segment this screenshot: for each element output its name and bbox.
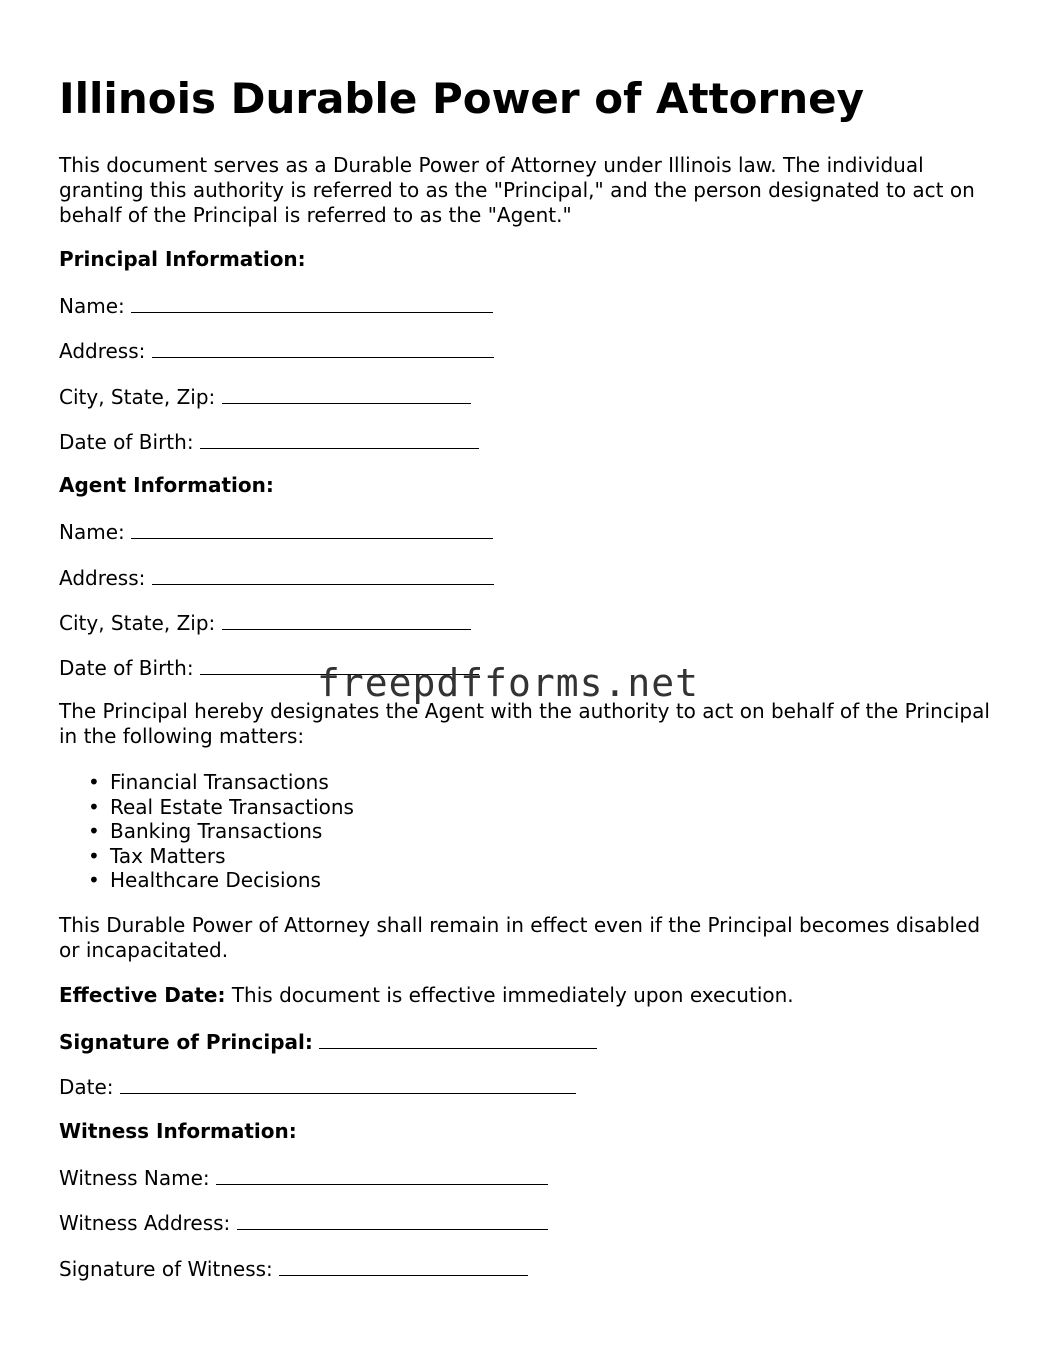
effective-date-text: This document is effective immediately upon execution. xyxy=(225,983,794,1007)
powers-list xyxy=(59,770,354,893)
bullet-icon: • xyxy=(88,843,100,868)
document-title: Illinois Durable Power of Attorney xyxy=(59,74,864,123)
date-label: Date: xyxy=(59,1075,114,1099)
agent-name-label: Name: xyxy=(59,520,125,544)
list-item: • Healthcare Decisions xyxy=(88,868,321,892)
principal-dob-row xyxy=(59,428,479,455)
agent-city-label: City, State, Zip: xyxy=(59,611,216,635)
witness-signature-label: Signature of Witness: xyxy=(59,1257,273,1281)
principal-heading: Principal Information: xyxy=(59,247,306,271)
agent-name-row xyxy=(59,518,493,545)
principal-name-row xyxy=(59,292,493,319)
witness-address-field[interactable] xyxy=(237,1209,548,1230)
principal-signature-field[interactable] xyxy=(319,1028,597,1049)
agent-address-label: Address: xyxy=(59,566,146,590)
witness-address-label: Witness Address: xyxy=(59,1211,231,1235)
bullet-icon: • xyxy=(88,770,100,794)
principal-address-label: Address: xyxy=(59,339,146,363)
agent-address-row xyxy=(59,564,494,591)
effective-date-label: Effective Date: xyxy=(59,983,226,1007)
principal-signature-row xyxy=(59,1028,597,1055)
witness-name-row xyxy=(59,1164,548,1191)
agent-address-field[interactable] xyxy=(152,564,494,585)
principal-dob-label: Date of Birth: xyxy=(59,430,194,454)
witness-address-row xyxy=(59,1209,548,1236)
principal-signature-label: Signature of Principal: xyxy=(59,1030,313,1054)
bullet-icon: • xyxy=(88,868,100,892)
agent-city-field[interactable] xyxy=(222,609,471,630)
principal-dob-field[interactable] xyxy=(200,428,479,449)
agent-city-row xyxy=(59,609,471,636)
witness-name-field[interactable] xyxy=(216,1164,548,1185)
agent-dob-label: Date of Birth: xyxy=(59,656,194,680)
intro-paragraph: This document serves as a Durable Power of Attorney under Illinois law. The individual granting this authority is referred to as the "Principal," and the person designated to act on behalf of the Principal is referred to as the "Agent." xyxy=(59,153,975,227)
principal-city-row xyxy=(59,383,471,410)
date-row xyxy=(59,1073,576,1100)
list-item: • Tax Matters xyxy=(88,843,226,868)
bullet-icon: • xyxy=(88,819,100,843)
witness-name-label: Witness Name: xyxy=(59,1166,210,1190)
principal-name-field[interactable] xyxy=(131,292,493,313)
principal-city-field[interactable] xyxy=(222,383,471,404)
list-item: • Banking Transactions xyxy=(88,819,323,843)
durability-paragraph: This Durable Power of Attorney shall remain in effect even if the Principal becomes disabled or incapacitated. xyxy=(59,913,981,962)
principal-address-field[interactable] xyxy=(152,337,494,358)
bullet-icon: • xyxy=(88,794,100,819)
witness-heading: Witness Information: xyxy=(59,1119,297,1143)
principal-city-label: City, State, Zip: xyxy=(59,385,216,409)
agent-heading: Agent Information: xyxy=(59,473,274,497)
effective-date-row xyxy=(59,983,794,1008)
principal-address-row xyxy=(59,337,494,364)
principal-name-label: Name: xyxy=(59,294,125,318)
agent-name-field[interactable] xyxy=(131,518,493,539)
list-item: • Real Estate Transactions xyxy=(88,794,354,819)
date-field[interactable] xyxy=(120,1073,576,1094)
watermark-text: freepdfforms.net xyxy=(317,661,700,705)
witness-signature-field[interactable] xyxy=(279,1255,528,1276)
designation-paragraph: The Principal hereby designates the Agent with the authority to act on behalf of the Principal in the following matters: xyxy=(59,699,990,748)
list-item: • Financial Transactions xyxy=(88,770,329,794)
witness-signature-row xyxy=(59,1255,528,1282)
